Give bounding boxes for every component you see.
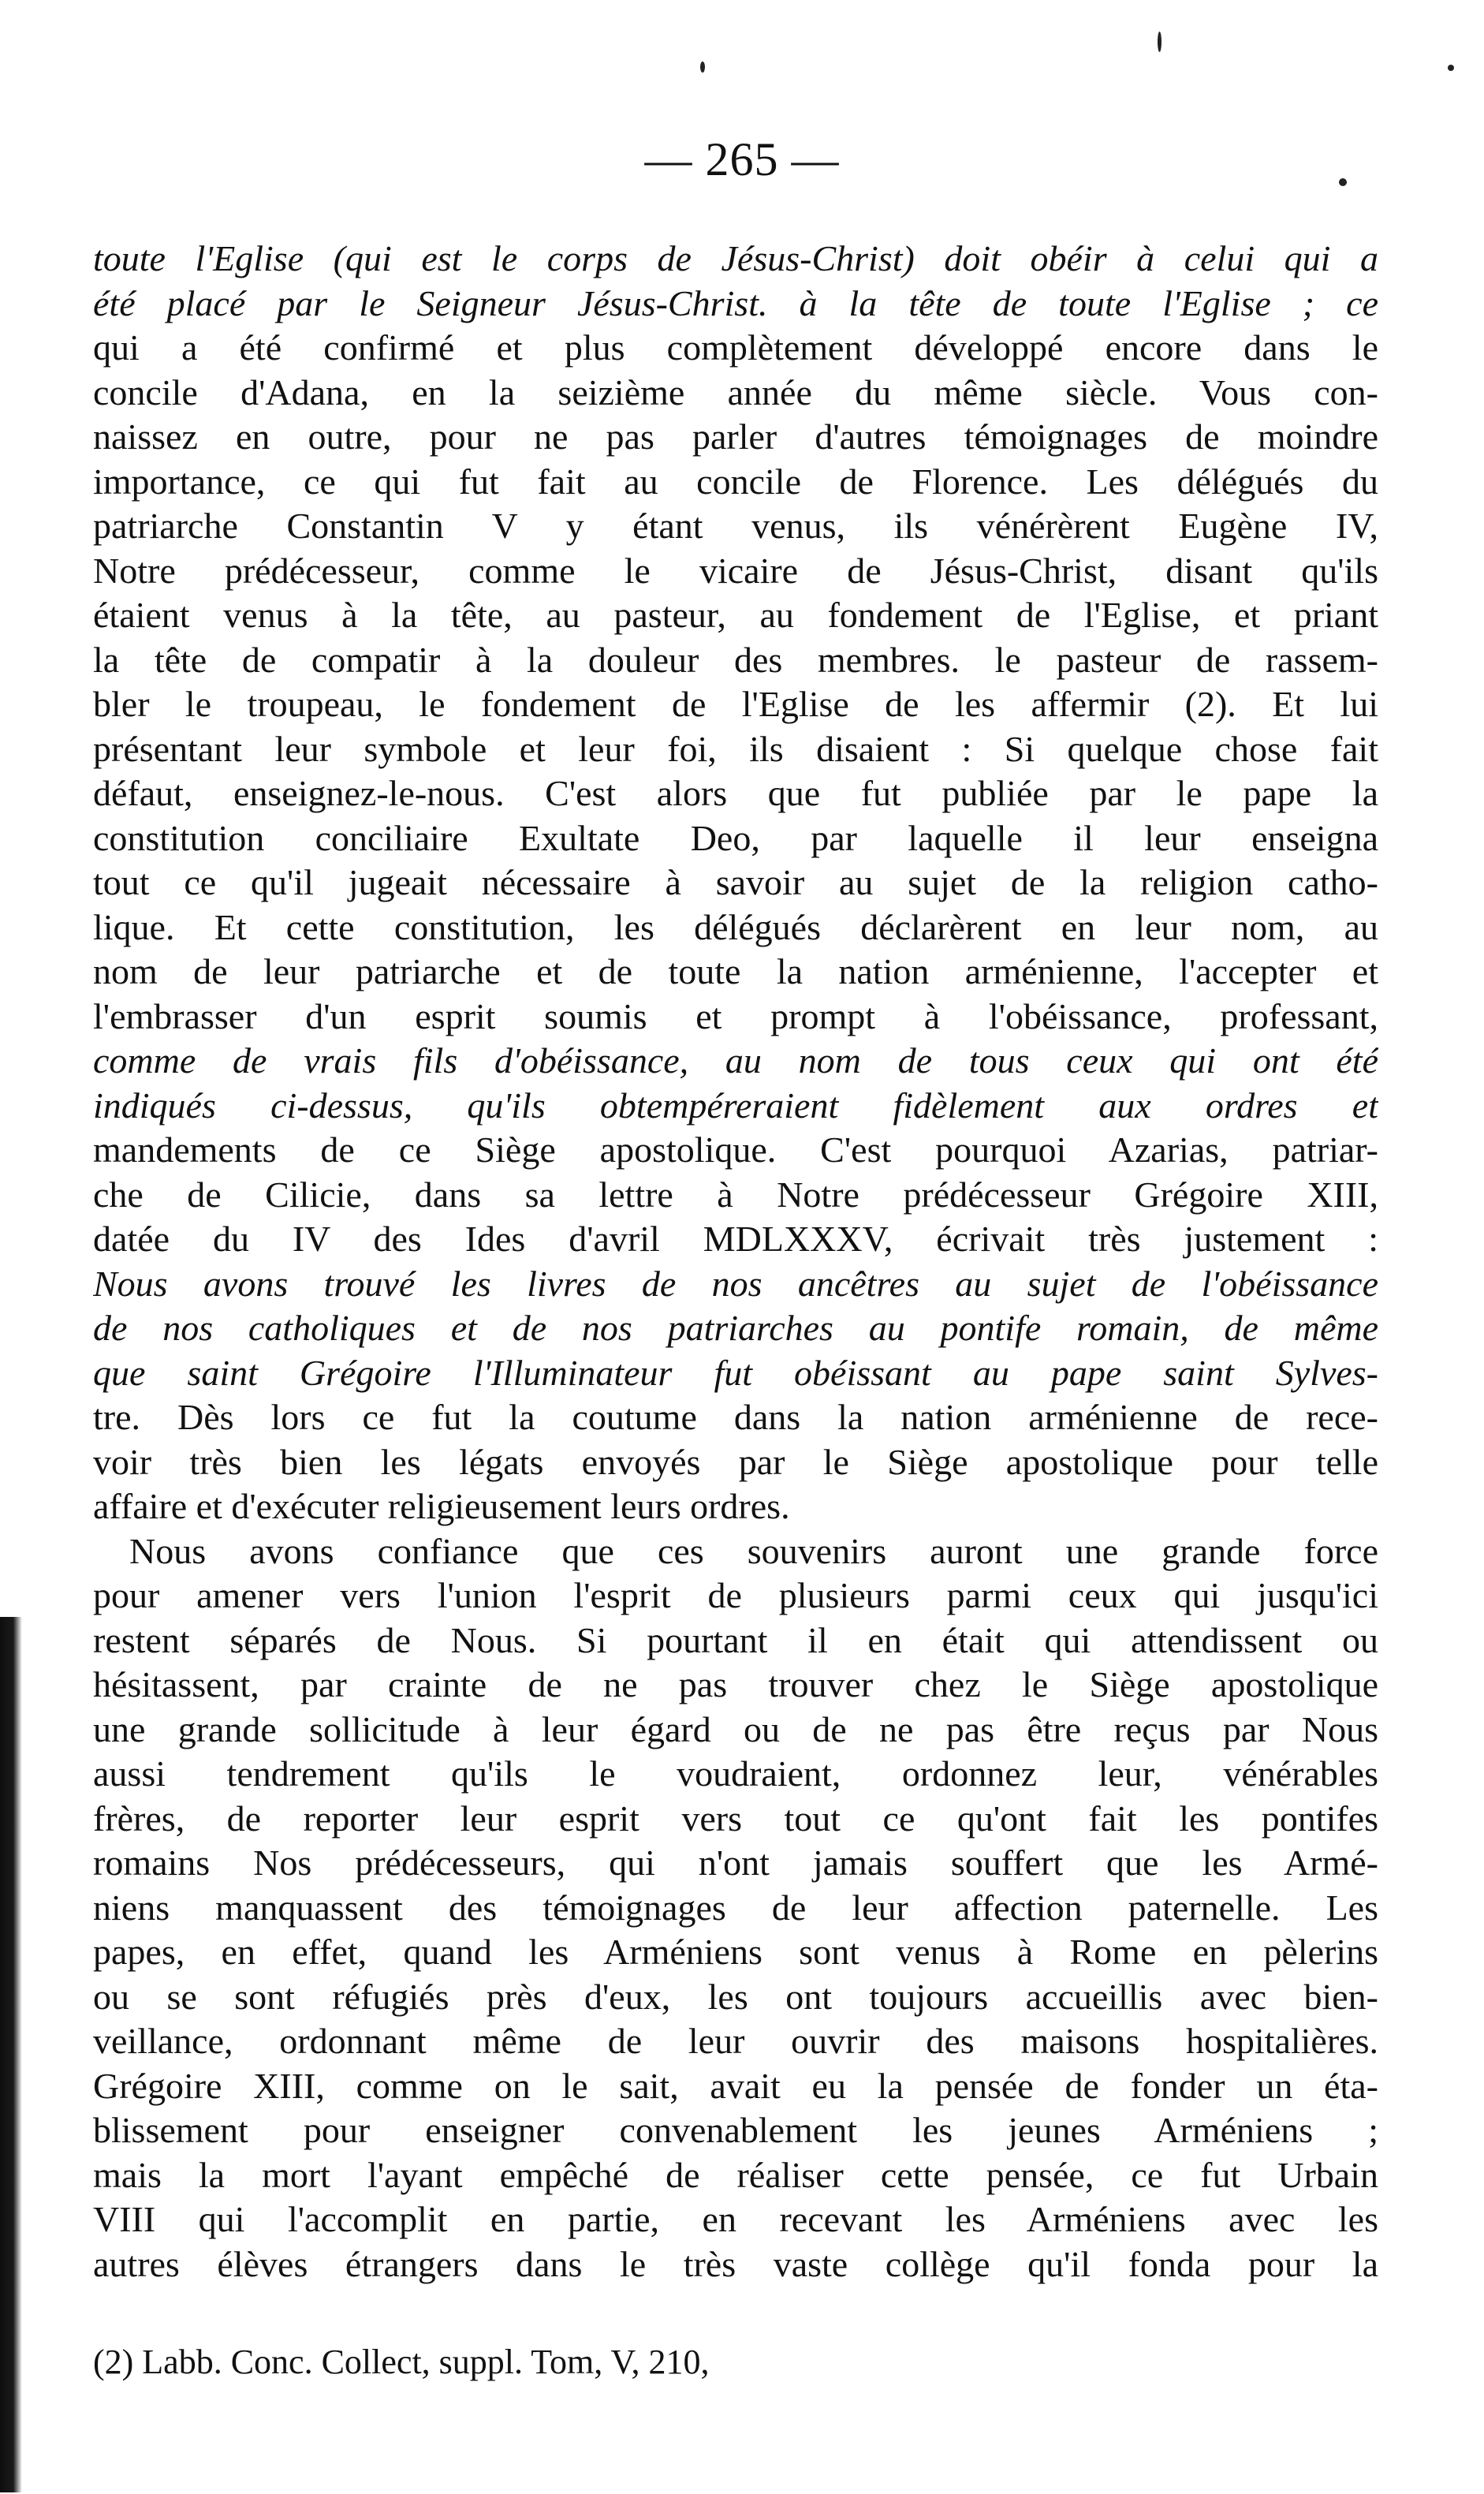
text-line: pour amener vers l'union l'esprit de plusieurs parmi ceux qui jusqu'ici xyxy=(93,1575,1378,1615)
page-number: — 265 — xyxy=(644,133,840,185)
text-line: mais la mort l'ayant empêché de réaliser cette pensée, ce fut Urbain xyxy=(93,2154,1378,2195)
text-line: de nos catholiques et de nos patriarches au pontife romain, de même xyxy=(93,1308,1378,1348)
text-line: che de Cilicie, dans sa lettre à Notre prédécesseur Grégoire XIII, xyxy=(93,1174,1378,1215)
text-line: tre. Dès lors ce fut la coutume dans la nation arménienne de rece- xyxy=(93,1397,1378,1437)
text-line: importance, ce qui fut fait au concile de Florence. Les délégués du xyxy=(93,461,1378,502)
scan-speck xyxy=(700,62,705,73)
text-line: une grande sollicitude à leur égard ou de ne pas être reçus par Nous xyxy=(93,1708,1378,1749)
text-line: défaut, enseignez-le-nous. C'est alors que fut publiée par le pape la xyxy=(93,773,1378,813)
text-line: Notre prédécesseur, comme le vicaire de Jésus-Christ, disant qu'ils xyxy=(93,550,1378,591)
text-line: VIII qui l'accomplit en partie, en recevant les Arméniens avec les xyxy=(93,2199,1378,2239)
text-line: Nous avons confiance que ces souvenirs auront une grande force xyxy=(129,1530,1378,1571)
text-line: étaient venus à la tête, au pasteur, au fondement de l'Eglise, et priant xyxy=(93,595,1378,635)
text-line: concile d'Adana, en la seizième année du même siècle. Vous con- xyxy=(93,371,1378,413)
text-line: blissement pour enseigner convenablement les jeunes Arméniens ; xyxy=(93,2110,1378,2150)
text-line: hésitassent, par crainte de ne pas trouver chez le Siège apostolique xyxy=(93,1664,1378,1704)
text-line: mandements de ce Siège apostolique. C'est pourquoi Azarias, patriar- xyxy=(93,1129,1378,1170)
text-line: voir très bien les légats envoyés par le Siège apostolique pour telle xyxy=(93,1441,1378,1482)
text-line: papes, en effet, quand les Arméniens sont venus à Rome en pèlerins xyxy=(93,1932,1378,1972)
text-line: qui a été confirmé et plus complètement développé encore dans le xyxy=(93,327,1378,368)
text-line: Nous avons trouvé les livres de nos ancêtres au sujet de l'obéissance xyxy=(93,1263,1378,1304)
text-line: été placé par le Seigneur Jésus-Christ. à la tête de toute l'Eglise ; ce xyxy=(93,282,1378,323)
text-line: que saint Grégoire l'Illuminateur fut obéissant au pape saint Sylves- xyxy=(93,1352,1378,1393)
text-line: patriarche Constantin V y étant venus, ils vénérèrent Eugène IV, xyxy=(93,506,1378,546)
scan-speck xyxy=(1448,65,1454,71)
body-text xyxy=(93,237,1378,2287)
text-line: lique. Et cette constitution, les délégués déclarèrent en leur nom, au xyxy=(93,906,1378,947)
text-line: comme de vrais fils d'obéissance, au nom de tous ceux qui ont été xyxy=(93,1040,1378,1081)
scan-dark-edge xyxy=(0,1617,22,2492)
text-line: la tête de compatir à la douleur des membres. le pasteur de rassem- xyxy=(93,639,1378,680)
text-line: restent séparés de Nous. Si pourtant il en était qui attendissent ou xyxy=(93,1619,1378,1660)
text-line: l'embrasser d'un esprit soumis et prompt à l'obéissance, professant, xyxy=(93,995,1378,1036)
text-line: bler le troupeau, le fondement de l'Eglise de les affermir (2). Et lui xyxy=(93,684,1378,724)
text-line: ou se sont réfugiés près d'eux, les ont toujours accueillis avec bien- xyxy=(93,1976,1378,2017)
text-line: Grégoire XIII, comme on le sait, avait eu la pensée de fonder un éta- xyxy=(93,2065,1378,2106)
text-line: niens manquassent des témoignages de leur affection paternelle. Les xyxy=(93,1887,1378,1928)
text-line: romains Nos prédécesseurs, qui n'ont jamais souffert que les Armé- xyxy=(93,1842,1378,1883)
text-line: toute l'Eglise (qui est le corps de Jésus-Christ) doit obéir à celui qui a xyxy=(93,238,1378,278)
text-line: affaire et d'exécuter religieusement leurs ordres. xyxy=(93,1486,790,1526)
scan-speck xyxy=(1158,32,1161,52)
text-line: aussi tendrement qu'ils le voudraient, ordonnez leur, vénérables xyxy=(93,1753,1378,1794)
text-line: nom de leur patriarche et de toute la nation arménienne, l'accepter et xyxy=(93,951,1378,991)
text-line: présentant leur symbole et leur foi, ils disaient : Si quelque chose fait xyxy=(93,728,1378,769)
text-line: naissez en outre, pour ne pas parler d'autres témoignages de moindre xyxy=(93,416,1378,457)
text-line: autres élèves étrangers dans le très vaste collège qu'il fonda pour la xyxy=(93,2243,1378,2284)
text-line: frères, de reporter leur esprit vers tout ce qu'ont fait les pontifes xyxy=(93,1798,1378,1839)
text-line: tout ce qu'il jugeait nécessaire à savoir au sujet de la religion catho- xyxy=(93,862,1378,902)
text-line: veillance, ordonnant même de leur ouvrir des maisons hospitalières. xyxy=(93,2021,1378,2061)
text-line: indiqués ci-dessus, qu'ils obtempéreraient fidèlement aux ordres et xyxy=(93,1085,1378,1126)
text-line: constitution conciliaire Exultate Deo, par laquelle il leur enseigna xyxy=(93,817,1378,858)
text-line: datée du IV des Ides d'avril MDLXXXV, écrivait très justement : xyxy=(93,1219,1378,1259)
footnote: (2) Labb. Conc. Collect, suppl. Tom, V, 210, xyxy=(93,2343,710,2381)
